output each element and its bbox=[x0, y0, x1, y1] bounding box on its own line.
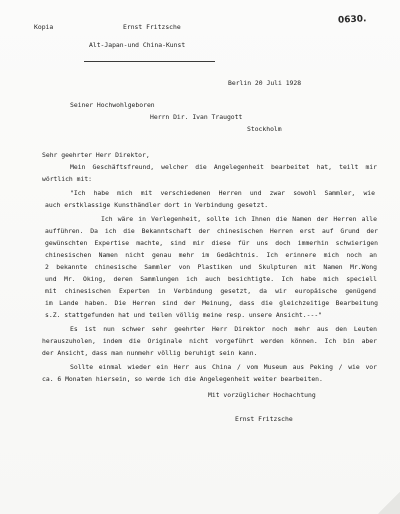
recipient-city: Stockholm bbox=[247, 125, 282, 133]
body-line: aufführen. Da ich die Bekanntschaft der chinesischen Herren erst auf Grund der bbox=[45, 227, 378, 235]
body-line: wörtlich mit: bbox=[42, 175, 93, 183]
body-line: gewünschten Expertise machte, sind mir diese für uns doch immerhin schwierigen bbox=[45, 239, 378, 247]
body-line: Mein Geschäftsfreund, welcher die Angelegenheit bearbeitet hat, teilt mir bbox=[70, 163, 377, 171]
signature: Ernst Fritzsche bbox=[235, 415, 293, 423]
sender-business: Alt-Japan-und China-Kunst bbox=[89, 41, 186, 49]
closing: Mit vorzüglicher Hochachtung bbox=[208, 391, 316, 399]
body-line: der Ansicht, dass man nunmehr völlig beruhigt sein kann. bbox=[42, 349, 258, 357]
body-line: ca. 6 Monaten hiersein, so werde ich die Angelegenheit weiter bearbeiten. bbox=[42, 375, 323, 383]
body-line: chinesischen Namen nicht genau mehr im Gedächtnis. Ich erinnere mich noch an bbox=[45, 251, 377, 259]
body-line: und Mr. Oking, deren Sammlungen ich auch besichtigte. Ich habe mich speciell bbox=[45, 275, 377, 283]
body-line: auch erstklassige Kunsthändler dort in Verbindung gesetzt. bbox=[45, 201, 269, 209]
recipient-line-1: Seiner Hochwohlgeboren bbox=[70, 101, 155, 109]
recipient-line-2: Herrn Dir. Ivan Traugott bbox=[150, 113, 243, 121]
dateline: Berlin 20 Juli 1928 bbox=[228, 79, 302, 87]
letterhead-rule bbox=[84, 61, 215, 62]
body-line: im Lande haben. Die Herren sind der Meinung, dass die gleichzeitige Bearbeitung bbox=[45, 299, 378, 307]
body-line: 2 bekannte chinesische Sammler von Plastiken und Skulpturen mit Namen Mr.Wong bbox=[45, 263, 377, 271]
archive-number: 0630. bbox=[337, 14, 367, 26]
salutation: Sehr geehrter Herr Direktor, bbox=[42, 151, 150, 159]
body-line: Sollte einmal wieder ein Herr aus China / vom Museum aus Peking / wie vor bbox=[70, 363, 377, 371]
sender-name: Ernst Fritzsche bbox=[123, 23, 181, 31]
paper-corner bbox=[378, 492, 400, 514]
body-line: mit chinesischen Experten in Verbindung gesetzt, da wir europäische genügend bbox=[45, 287, 376, 295]
copy-mark: Kopia bbox=[34, 23, 54, 31]
body-line: Ich wäre in Verlegenheit, sollte ich Ihnen die Namen der Herren alle bbox=[101, 215, 377, 223]
body-line: "Ich habe mich mit verschiedenen Herren und zwar sowohl Sammler, wie bbox=[70, 189, 375, 197]
body-line: Es ist nun schwer sehr geehrter Herr Direktor noch mehr aus den Leuten bbox=[70, 325, 377, 333]
body-line: herauszuholen, indem die Originale nicht vorgeführt werden können. Ich bin aber bbox=[42, 337, 377, 345]
body-line: s.Z. stattgefunden hat und teilen völlig meine resp. unsere Ansicht.---" bbox=[45, 311, 323, 319]
